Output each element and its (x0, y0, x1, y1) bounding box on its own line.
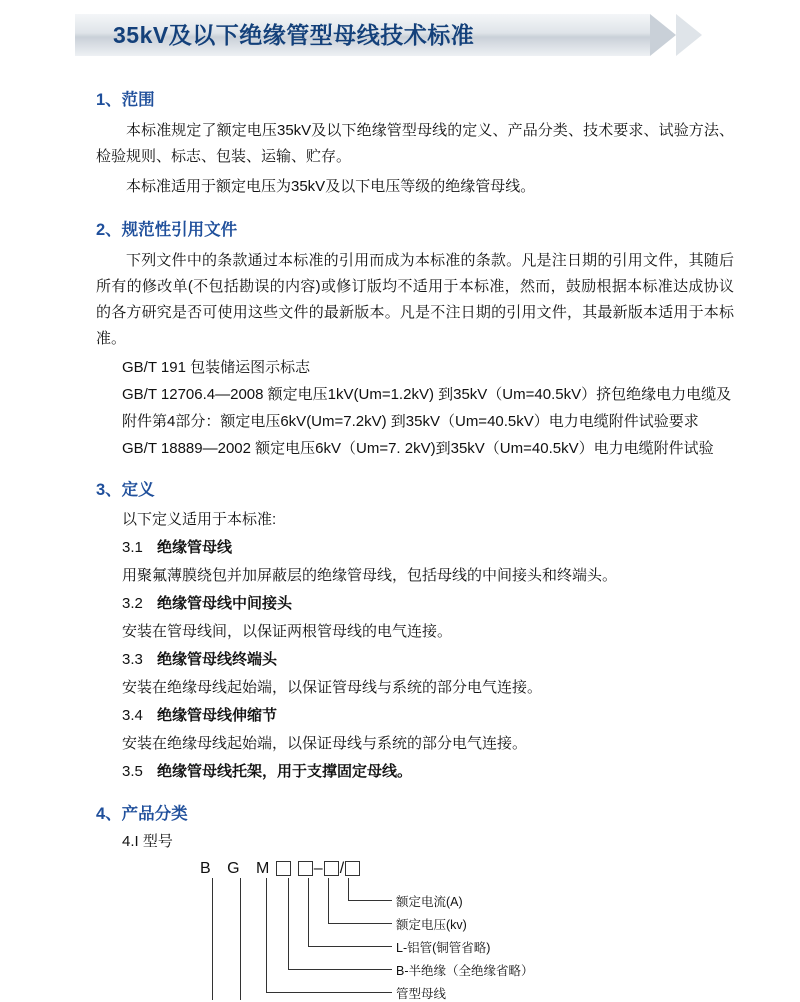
definitions-lead: 以下定义适用于本标准: (122, 511, 277, 528)
section-references-body (96, 246, 734, 354)
document-body (0, 76, 800, 1000)
reference-item: GB/T 18889—2002 额定电压6kV（Um=7. 2kV)到35kV（Um=40.5kV）电力电缆附件试验 (122, 440, 714, 457)
subheading-model-number: 4.I 型号 (122, 833, 173, 850)
definition-desc: 安装在管母线间，以保证两根管母线的电气连接。 (122, 623, 453, 640)
definition-desc: 用聚氟薄膜绕包并加屏蔽层的绝缘管母线，包括母线的中间接头和终端头。 (122, 567, 618, 584)
leader-hline-insulation (288, 969, 392, 970)
section-scope-body (96, 116, 734, 202)
label-material: L-铝管(铜管省略) (396, 941, 491, 955)
model-code-prefix: B G M (200, 860, 276, 877)
definition-item (122, 702, 734, 730)
leader-hline-current (348, 900, 392, 901)
definition-number: 3.5 (122, 763, 143, 780)
title-banner (0, 14, 800, 56)
definition-number: 3.3 (122, 651, 143, 668)
leader-vline-current (348, 878, 349, 900)
banner-arrow-outer (676, 14, 702, 56)
page-title: 35kV及以下绝缘管型母线技术标准 (113, 22, 475, 48)
definition-number: 3.2 (122, 595, 143, 612)
code-box-1 (276, 861, 291, 876)
definition-item (122, 758, 734, 786)
leader-vline-material (308, 878, 309, 946)
leader-hline-material (308, 946, 392, 947)
paragraph: 下列文件中的条款通过本标准的引用而成为本标准的条款。凡是注日期的引用文件，其随后所有的修改单(不包括勘误的内容)或修订版均不适用于本标准，然而，鼓励根据本标准达成协议的各方研究是否可使用这些文件的最新版本。凡是不注日期的引用文件，其最新版本适用于本标准。 (96, 252, 734, 347)
definition-desc: 安装在绝缘母线起始端，以保证母线与系统的部分电气连接。 (122, 735, 528, 752)
definition-item (122, 646, 734, 674)
definition-desc: 安装在绝缘母线起始端，以保证管母线与系统的部分电气连接。 (122, 679, 543, 696)
leader-vline-extra-1 (212, 878, 213, 1000)
definition-term: 绝缘管母线托架，用于支撑固定母线。 (157, 763, 413, 780)
code-box-2 (298, 861, 313, 876)
document-page (0, 14, 800, 1001)
leader-vline-insulation (288, 878, 289, 969)
definition-item (122, 590, 734, 618)
leader-vline-voltage (328, 878, 329, 923)
section-heading-classification: 4、产品分类 (96, 805, 188, 823)
definition-item (122, 534, 734, 562)
leader-hline-busbar (266, 992, 392, 993)
section-heading-references: 2、规范性引用文件 (96, 221, 238, 239)
code-box-4 (345, 861, 360, 876)
reference-item: GB/T 191 包装储运图示标志 (122, 359, 311, 376)
label-rated-current: 额定电流(A) (396, 895, 463, 909)
section-heading-scope: 1、范围 (96, 91, 155, 109)
definition-term: 绝缘管母线 (157, 539, 233, 556)
definition-term: 绝缘管母线终端头 (157, 651, 278, 668)
banner-arrow-inner (650, 14, 676, 56)
label-insulation: B-半绝缘（全绝缘省略） (396, 964, 534, 978)
paragraph: 本标准适用于额定电压为35kV及以下电压等级的绝缘管母线。 (126, 178, 536, 195)
leader-vline-extra-2 (240, 878, 241, 1000)
reference-item: GB/T 12706.4—2008 额定电压1kV(Um=1.2kV) 到35kV（Um=40.5kV）挤包绝缘电力电缆及附件第4部分：额定电压6kV(Um=7.2kV) 到35kV（Um=40.5kV）电力电缆附件试验要求 (122, 386, 732, 430)
definition-number: 3.1 (122, 539, 143, 556)
section-heading-definitions: 3、定义 (96, 481, 155, 499)
leader-vline-busbar (266, 878, 267, 992)
model-code-row: B G M – / (200, 860, 361, 878)
model-code-diagram (122, 860, 800, 1000)
definition-term: 绝缘管母线伸缩节 (157, 707, 278, 724)
label-rated-voltage: 额定电压(kv) (396, 918, 467, 932)
definition-term: 绝缘管母线中间接头 (157, 595, 293, 612)
code-box-3 (324, 861, 339, 876)
label-busbar: 管型母线 (396, 987, 447, 1001)
leader-hline-voltage (328, 923, 392, 924)
definition-number: 3.4 (122, 707, 143, 724)
paragraph: 本标准规定了额定电压35kV及以下绝缘管型母线的定义、产品分类、技术要求、试验方法、检验规则、标志、包装、运输、贮存。 (96, 122, 734, 165)
